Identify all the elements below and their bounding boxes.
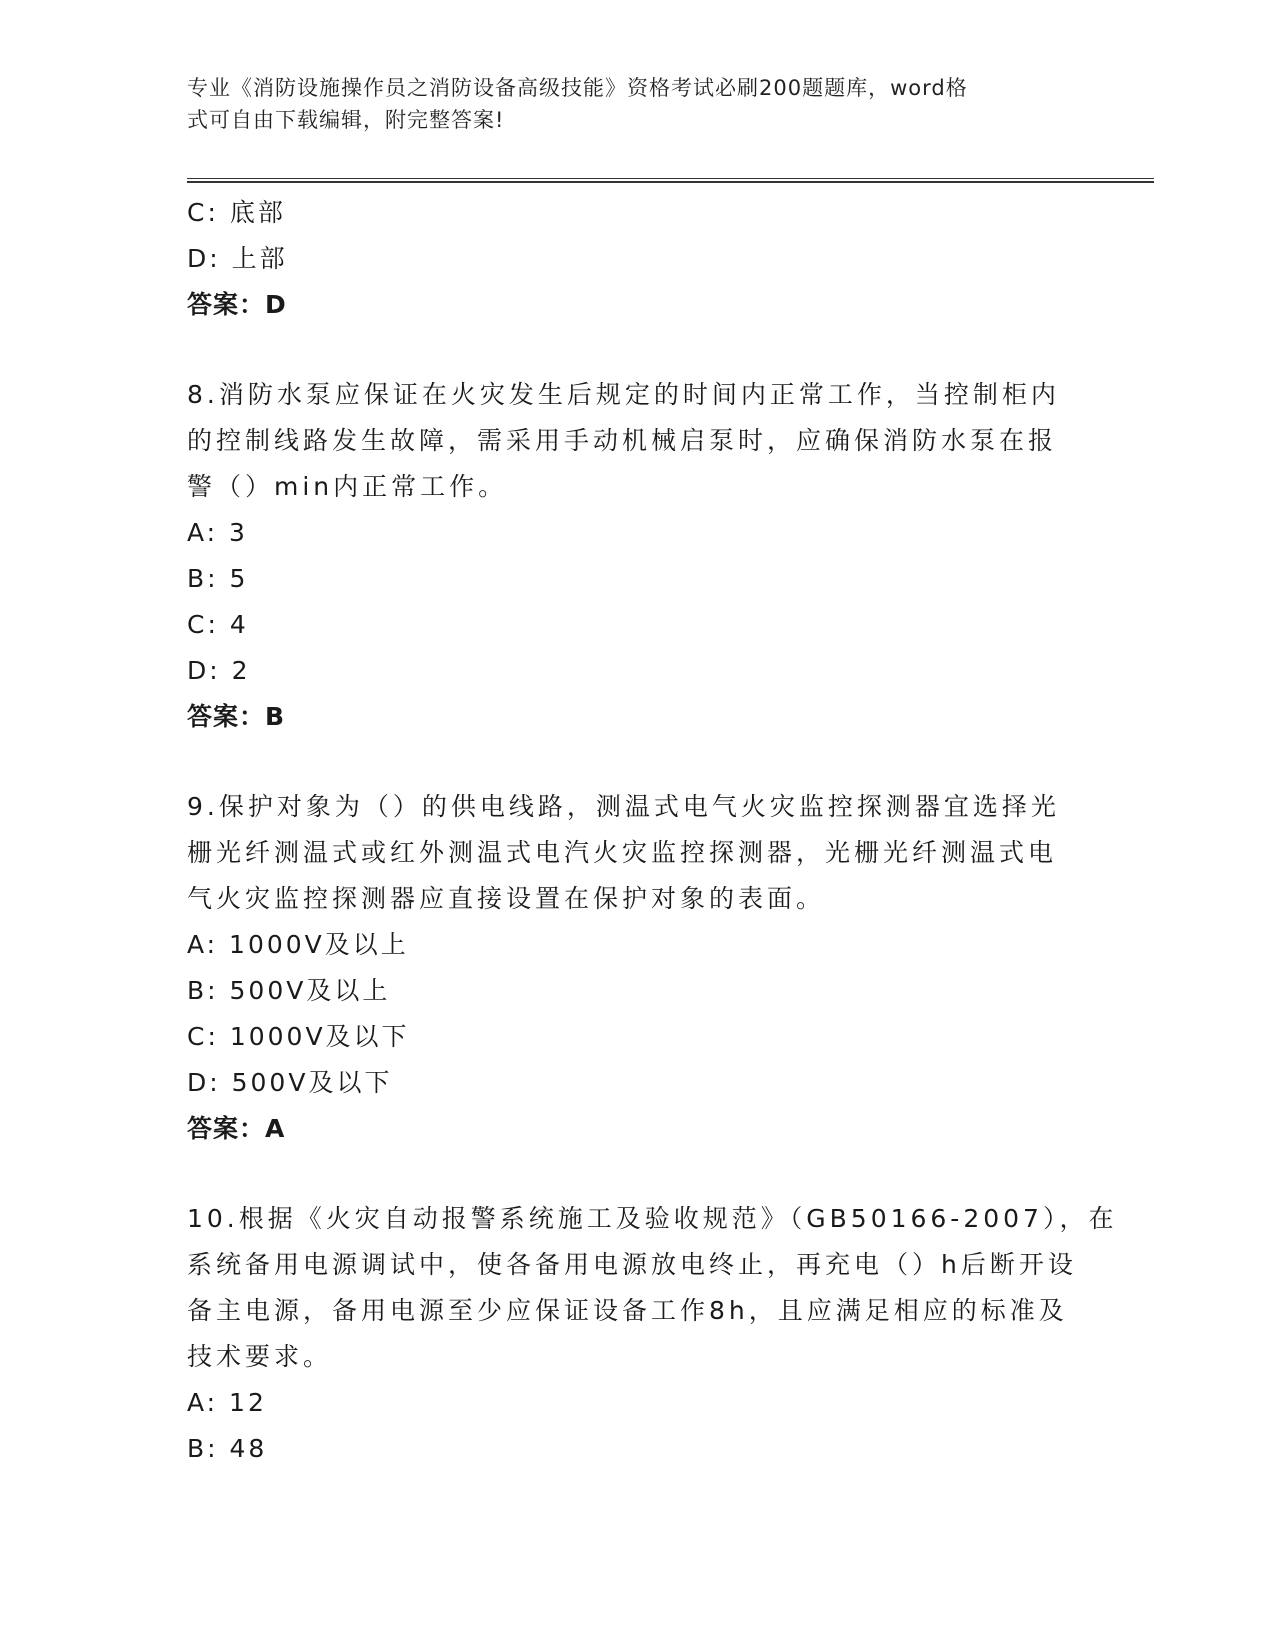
option-d: D: 2 — [187, 656, 251, 685]
question-7 — [187, 190, 1087, 328]
option-d: D: 上部 — [187, 244, 288, 273]
option-b: B: 500V及以上 — [187, 976, 391, 1005]
option-c: C: 1000V及以下 — [187, 1022, 410, 1051]
option-d: D: 500V及以下 — [187, 1068, 393, 1097]
spacer — [187, 1152, 1087, 1196]
stem-line: 技术要求。 — [187, 1342, 333, 1371]
header-line-2: 式可自由下载编辑，附完整答案! — [187, 108, 505, 132]
stem-line: 备主电源，备用电源至少应保证设备工作8h，且应满足相应的标准及 — [187, 1296, 1068, 1325]
stem-line: 10.根据《火灾自动报警系统施工及验收规范》（GB50166-2007），在 — [187, 1204, 1118, 1233]
stem-line: 8.消防水泵应保证在火灾发生后规定的时间内正常工作，当控制柜内 — [187, 380, 1060, 409]
question-stem — [187, 784, 1087, 922]
option-a: A: 3 — [187, 518, 248, 547]
question-10 — [187, 1196, 1118, 1472]
stem-line: 栅光纤测温式或红外测温式电汽火灾监控探测器，光栅光纤测温式电 — [187, 838, 1058, 867]
answer-label: 答案：B — [187, 702, 286, 731]
answer-label: 答案：A — [187, 1114, 286, 1143]
stem-line: 系统备用电源调试中，使各备用电源放电终止，再充电（）h后断开设 — [187, 1250, 1077, 1279]
option-a: A: 1000V及以上 — [187, 930, 409, 959]
question-stem — [187, 1196, 1118, 1380]
option-b: B: 5 — [187, 564, 249, 593]
question-list — [187, 190, 1118, 1472]
answer-label: 答案：D — [187, 290, 287, 319]
stem-line: 警（）min内正常工作。 — [187, 472, 508, 501]
stem-line: 9.保护对象为（）的供电线路，测温式电气火灾监控探测器宜选择光 — [187, 792, 1060, 821]
option-c: C: 底部 — [187, 198, 286, 227]
option-c: C: 4 — [187, 610, 249, 639]
question-8 — [187, 372, 1087, 740]
option-a: A: 12 — [187, 1388, 267, 1417]
spacer — [187, 328, 1087, 372]
option-b: B: 48 — [187, 1434, 268, 1463]
spacer — [187, 740, 1087, 784]
stem-line: 的控制线路发生故障，需采用手动机械启泵时，应确保消防水泵在报 — [187, 426, 1058, 455]
question-stem — [187, 372, 1087, 510]
stem-line: 气火灾监控探测器应直接设置在保护对象的表面。 — [187, 884, 826, 913]
document-header — [187, 72, 1077, 136]
question-9 — [187, 784, 1087, 1152]
header-line-1: 专业《消防设施操作员之消防设备高级技能》资格考试必刷200题题库，word格 — [187, 76, 968, 100]
header-divider — [187, 178, 1154, 183]
